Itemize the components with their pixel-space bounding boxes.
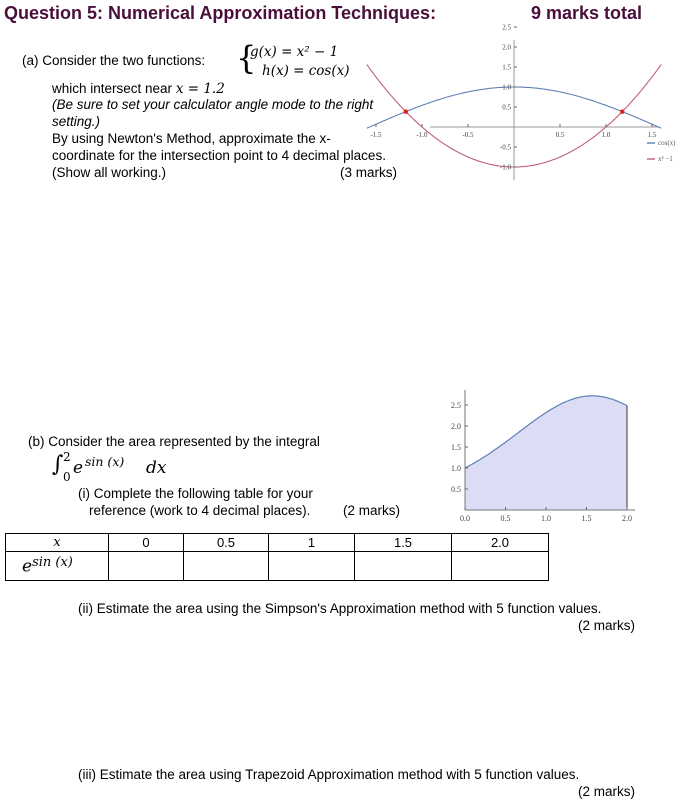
legend-label: cos(x) <box>658 139 676 147</box>
fx-label-cell <box>6 552 109 581</box>
intersection-point <box>404 109 408 113</box>
y-tick-label: 1.5 <box>502 63 511 72</box>
part-b-intro: (b) Consider the area represented by the integral <box>28 434 320 449</box>
intersection-point <box>620 109 624 113</box>
graph-a <box>370 23 680 186</box>
x-value-cell: 2.0 <box>452 534 549 552</box>
x-tick-label: 0.5 <box>555 131 565 139</box>
instruction-3: (Show all working.) <box>52 165 167 180</box>
y-tick-label: -1.0 <box>499 163 511 172</box>
sub-ii-marks: (2 marks) <box>578 618 635 633</box>
g-definition: g(x) = x² − 1 <box>250 44 339 60</box>
x-value-cell: 1 <box>269 534 355 552</box>
fx-answer-cell[interactable] <box>452 552 549 581</box>
x-tick-label: 0.0 <box>460 514 470 523</box>
integral-lower: 0 <box>63 470 71 484</box>
part-a-intro: (a) Consider the two functions: <box>22 53 206 68</box>
integrand-base: e <box>73 458 84 478</box>
x-tick-label: 1.5 <box>581 514 592 523</box>
fx-label-exp: sin (x) <box>32 555 73 571</box>
y-tick-label: 1.0 <box>451 464 461 473</box>
y-tick-label: 2.5 <box>451 401 461 410</box>
table-row <box>6 534 549 552</box>
y-tick-label: 2.0 <box>502 43 511 52</box>
y-tick-label: 0.5 <box>502 103 511 112</box>
integrand-exponent: sin (x) <box>85 454 125 469</box>
sub-iii-marks: (2 marks) <box>578 784 635 799</box>
integral-upper: 2 <box>63 450 71 464</box>
x-label-cell: x <box>6 534 109 552</box>
differential: dx <box>146 458 167 478</box>
sub-ii-text: (ii) Estimate the area using the Simpson's Approximation method with 5 function values. <box>78 601 602 616</box>
brace: { <box>236 39 257 77</box>
x-value-cell: 0 <box>109 534 184 552</box>
fx-label-base: e <box>22 556 33 577</box>
fx-answer-cell[interactable] <box>355 552 452 581</box>
instruction-2: coordinate for the intersection point to 4 decimal places. <box>52 148 386 163</box>
intersect-text: which intersect near <box>52 81 176 96</box>
x-tick-label: -1.0 <box>416 131 428 139</box>
part-a-marks: (3 marks) <box>340 165 397 180</box>
x-value-cell: 0.5 <box>184 534 269 552</box>
fx-answer-cell[interactable] <box>269 552 355 581</box>
calculator-note-1: (Be sure to set your calculator angle mode to the right <box>52 97 374 112</box>
x-tick-label: 0.5 <box>500 514 511 523</box>
intersect-value: x = 1.2 <box>175 81 225 97</box>
x-tick-label: -0.5 <box>462 131 474 139</box>
integral-sign: ∫ <box>52 452 64 477</box>
marks-total: 9 marks total <box>531 3 643 23</box>
sub-i-line-2: reference (work to 4 decimal places). <box>89 503 311 518</box>
y-tick-label: 1.5 <box>451 443 461 452</box>
table-row <box>6 552 549 581</box>
x-tick-label: 1.0 <box>601 131 611 139</box>
y-tick-label: -0.5 <box>499 143 511 152</box>
y-tick-label: 1.0 <box>502 83 511 92</box>
fx-answer-cell[interactable] <box>184 552 269 581</box>
y-tick-label: 0.5 <box>451 485 461 494</box>
x-tick-label: 1.0 <box>541 514 551 523</box>
sub-iii-text: (iii) Estimate the area using Trapezoid Approximation method with 5 function values. <box>78 767 580 782</box>
x-tick-label: 1.5 <box>647 131 657 139</box>
x-value-cell: 1.5 <box>355 534 452 552</box>
integral-expression <box>52 452 192 484</box>
y-tick-label: 2.5 <box>502 23 511 32</box>
y-tick-label: 2.0 <box>451 422 461 431</box>
instruction-1: By using Newton's Method, approximate the x- <box>52 131 331 146</box>
calculator-note-2: setting.) <box>52 114 101 129</box>
graph-b <box>440 380 660 528</box>
x-tick-label: -1.5 <box>370 131 382 139</box>
fx-answer-cell[interactable] <box>109 552 184 581</box>
h-definition: h(x) = cos(x) <box>262 63 350 79</box>
value-table <box>5 533 549 581</box>
question-title: Question 5: Numerical Approximation Techniques: <box>4 3 437 23</box>
sub-i-marks: (2 marks) <box>343 503 400 518</box>
x-tick-label: 2.0 <box>622 514 632 523</box>
sub-i-line-1: (i) Complete the following table for your <box>78 486 313 501</box>
legend-label: x² −1 <box>658 155 673 163</box>
